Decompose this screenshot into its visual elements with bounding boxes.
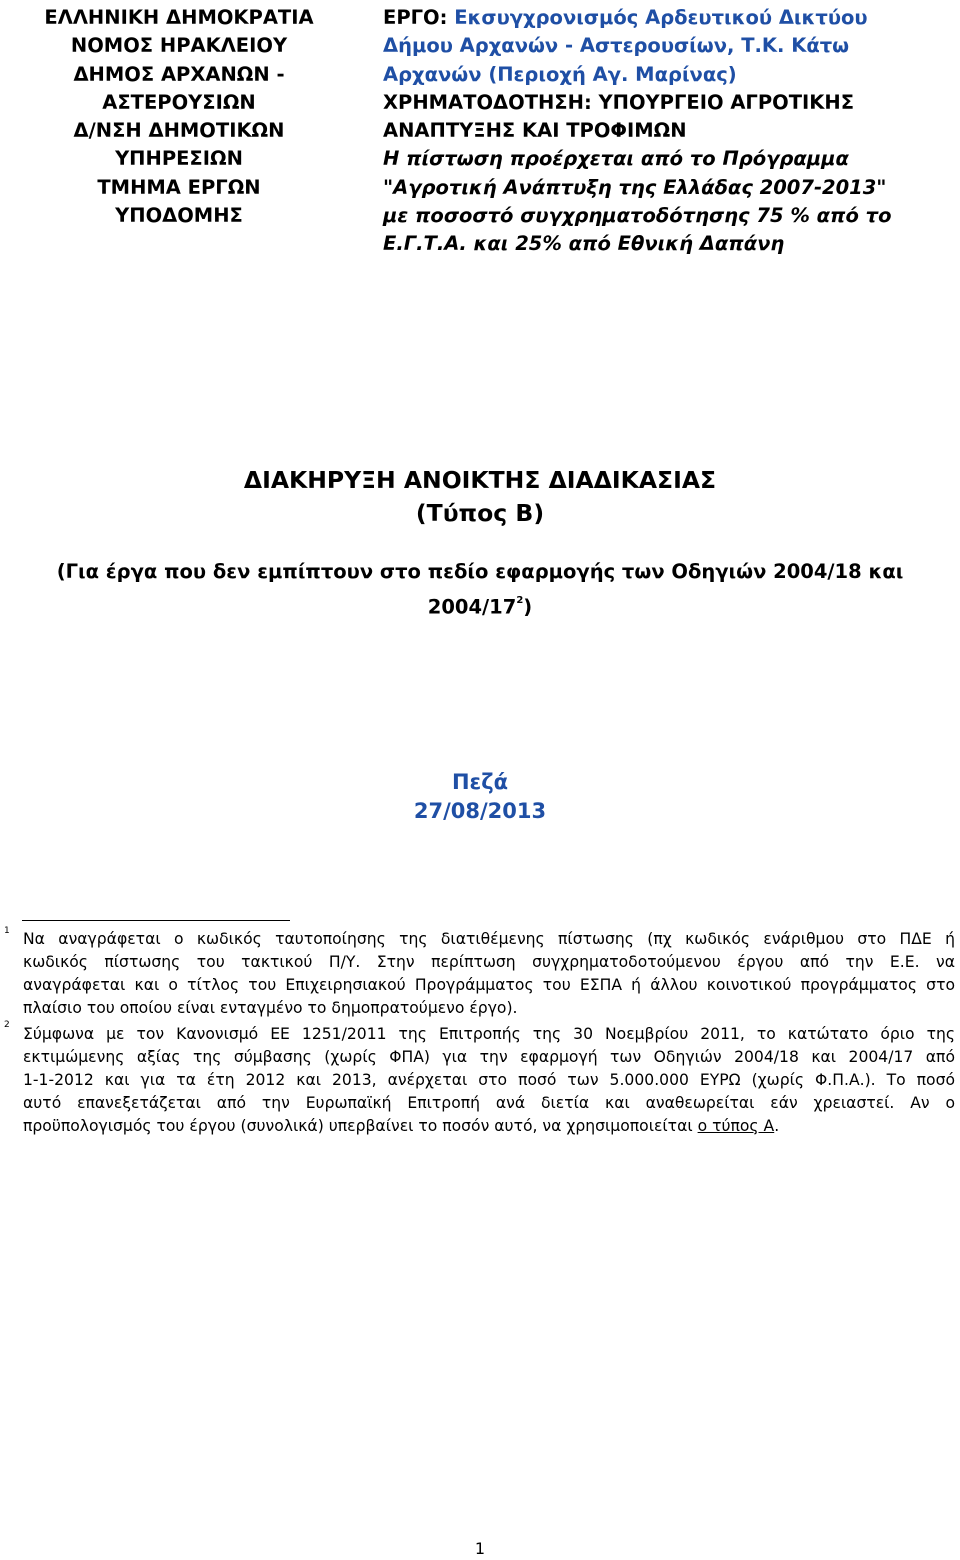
footnote-separator	[22, 920, 290, 921]
funding-line: ΧΡΗΜΑΤΟΔΟΤΗΣΗ: ΥΠΟΥΡΓΕΙΟ ΑΓΡΟΤΙΚΗΣ	[383, 90, 855, 114]
funding-line: ΑΝΑΠΤΥΞΗΣ ΚΑΙ ΤΡΟΦΙΜΩΝ	[383, 119, 687, 143]
footnote-line: Σύμφωνα με τον Κανονισμό ΕΕ 1251/2011 της Επιτροπής της 30 Νοεμβρίου 2011, το κατώτατο όριο της	[23, 1025, 955, 1043]
title-line-2: (Τύπος Β)	[415, 499, 545, 527]
authority-line: Δ/ΝΣΗ ΔΗΜΟΤΙΚΩΝ	[73, 119, 285, 143]
place: Πεζά	[451, 770, 509, 794]
authority-line: ΥΠΗΡΕΣΙΩΝ	[115, 147, 243, 171]
scope-note	[0, 556, 960, 624]
footnote-line: προϋπολογισμός του έργου (συνολικά) υπερβαίνει το ποσόν αυτό, να χρησιμοποιείται ο τύπος Α.	[23, 1117, 780, 1135]
issuing-authority	[0, 4, 358, 230]
footnote-line: Να αναγράφεται ο κωδικός ταυτοποίησης της διατιθέμενης πίστωσης (πχ κωδικός ενάριθμου στο ΠΔΕ ή	[23, 930, 955, 948]
credit-line: με ποσοστό συγχρηματοδότησης 75 % από το	[383, 204, 892, 228]
project-info	[383, 4, 953, 259]
scope-line-2: $2004/17^2$)	[427, 595, 533, 619]
page-number: 1	[474, 1539, 486, 1558]
footnote-mark-2: 2	[4, 1020, 10, 1030]
type-a-reference: ο τύπος Α	[697, 1117, 775, 1135]
footnote-line: κωδικός πίστωσης του τακτικού Π/Υ. Στην περίπτωση συγχρηματοδοτούμενου έργου από την Ε.Ε. να	[23, 953, 955, 971]
authority-line: ΝΟΜΟΣ ΗΡΑΚΛΕΙΟΥ	[70, 34, 288, 58]
credit-line: "Αγροτική Ανάπτυξη της Ελλάδας 2007-2013"	[383, 175, 887, 199]
authority-line: ΔΗΜΟΣ ΑΡΧΑΝΩΝ -	[73, 62, 285, 86]
project-title: Εκσυγχρονισμός Αρδευτικού Δικτύου	[454, 6, 868, 29]
project-label: ΕΡΓΟ:	[383, 6, 455, 29]
footnote-2	[23, 1023, 955, 1138]
project-line	[383, 4, 953, 32]
footnote-line: αυτό επανεξετάζεται από την Ευρωπαϊκή Επιτροπή ανά διετία και αναθεωρείται εάν χρειαστεί. Αν ο	[23, 1094, 955, 1112]
footnote-line: αναγράφεται και ο τίτλος του Επιχειρησιακού Προγράμματος του ΕΣΠΑ ή άλλου κοινοτικού προγράμματος στο	[23, 976, 955, 994]
project-title: Δήμου Αρχανών - Αστερουσίων, Τ.Κ. Κάτω	[383, 34, 850, 58]
scope-line-1: (Για έργα που δεν εμπίπτουν στο πεδίο εφαρμογής των Οδηγιών 2004/18 και	[56, 560, 904, 583]
title-line-1: ΔΙΑΚΗΡΥΞΗ ΑΝΟΙΚΤΗΣ ΔΙΑΔΙΚΑΣΙΑΣ	[243, 466, 717, 494]
footnote-ref-2: 2	[516, 595, 524, 606]
footnote-line: πλαίσιο του οποίου είναι ενταγμένο το δημοπρατούμενο έργο).	[23, 999, 518, 1017]
date: 27/08/2013	[413, 799, 547, 823]
document-title	[0, 464, 960, 530]
credit-line: Ε.Γ.Τ.Α. και 25% από Εθνική Δαπάνη	[383, 232, 785, 256]
footnote-1	[23, 928, 955, 1020]
footnote-line: εκτιμώμενης αξίας της σύμβασης (χωρίς ΦΠΑ) για την εφαρμογή των Οδηγιών 2004/18 και 2004/17 από	[23, 1048, 955, 1066]
project-title: Αρχανών (Περιοχή Αγ. Μαρίνας)	[383, 62, 737, 86]
authority-line: ΑΣΤΕΡΟΥΣΙΩΝ	[102, 90, 256, 114]
footnote-line: 1-1-2012 και για τα έτη 2012 και 2013, ανέρχεται στο ποσό των 5.000.000 ΕΥΡΩ (χωρίς Φ.Π.Α.). Το ποσό	[23, 1071, 955, 1089]
credit-line: Η πίστωση προέρχεται από το Πρόγραμμα	[383, 147, 849, 171]
authority-line: ΕΛΛΗΝΙΚΗ ΔΗΜΟΚΡΑΤΙΑ	[44, 6, 314, 29]
authority-line: ΤΜΗΜΑ ΕΡΓΩΝ	[97, 175, 261, 199]
place-date	[0, 768, 960, 826]
footnote-mark-1: 1	[4, 926, 10, 936]
authority-line: ΥΠΟΔΟΜΗΣ	[115, 204, 243, 228]
